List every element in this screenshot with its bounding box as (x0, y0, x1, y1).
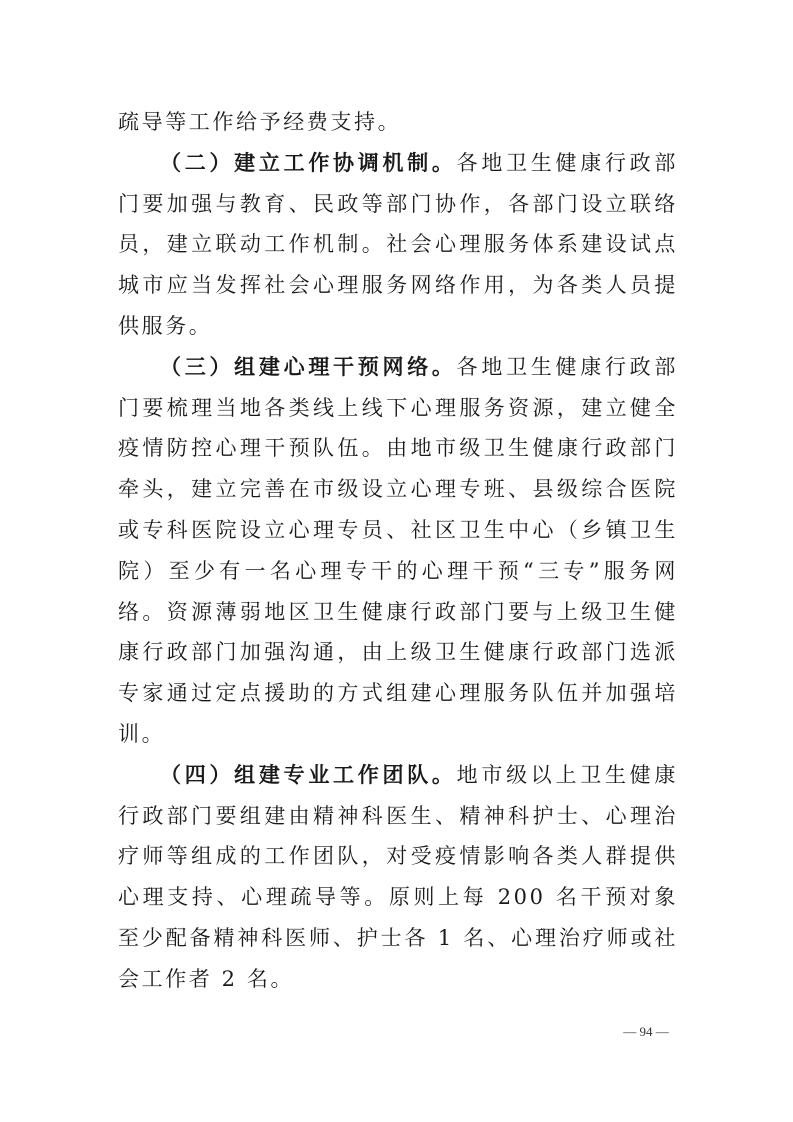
paragraph-text: 各地卫生健康行政部门要加强与教育、民政等部门协作，各部门设立联络员，建立联动工作机制。社会心理服务体系建设试点城市应当发挥社会心理服务网络作用，为各类人员提供服务。 (118, 150, 678, 338)
section-heading-coordination: （二）建立工作协调机制。 (160, 150, 457, 175)
section-heading-professional-team: （四）组建专业工作团队。 (160, 762, 457, 787)
paragraph-text: 地市级以上卫生健康行政部门要组建由精神科医生、精神科护士、心理治疗师等组成的工作团队，对受疫情影响各类人群提供心理支持、心理疏导等。原则上每 200 名干预对象至少配备精神科医师、护士各 1 名、心理治疗师或社会工作者 2 名。 (118, 762, 678, 991)
section-heading-intervention-network: （三）组建心理干预网络。 (160, 354, 457, 379)
paragraph-professional-team (118, 755, 678, 1000)
paragraph-text: 各地卫生健康行政部门要梳理当地各类线上线下心理服务资源，建立健全疫情防控心理干预队伍。由地市级卫生健康行政部门牵头，建立完善在市级设立心理专班、县级综合医院或专科医院设立心理专员、社区卫生中心（乡镇卫生院）至少有一名心理专干的心理干预“三专”服务网络。资源薄弱地区卫生健康行政部门要与上级卫生健康行政部门加强沟通，由上级卫生健康行政部门选派专家通过定点援助的方式组建心理服务队伍并加强培训。 (118, 354, 678, 746)
paragraph-intervention-network (118, 347, 678, 755)
paragraph-continuation (118, 102, 678, 143)
document-body (118, 102, 678, 1000)
paragraph-text: 疏导等工作给予经费支持。 (118, 110, 402, 134)
paragraph-coordination-mechanism (118, 143, 678, 347)
page-number: — 94 — (623, 1024, 669, 1039)
